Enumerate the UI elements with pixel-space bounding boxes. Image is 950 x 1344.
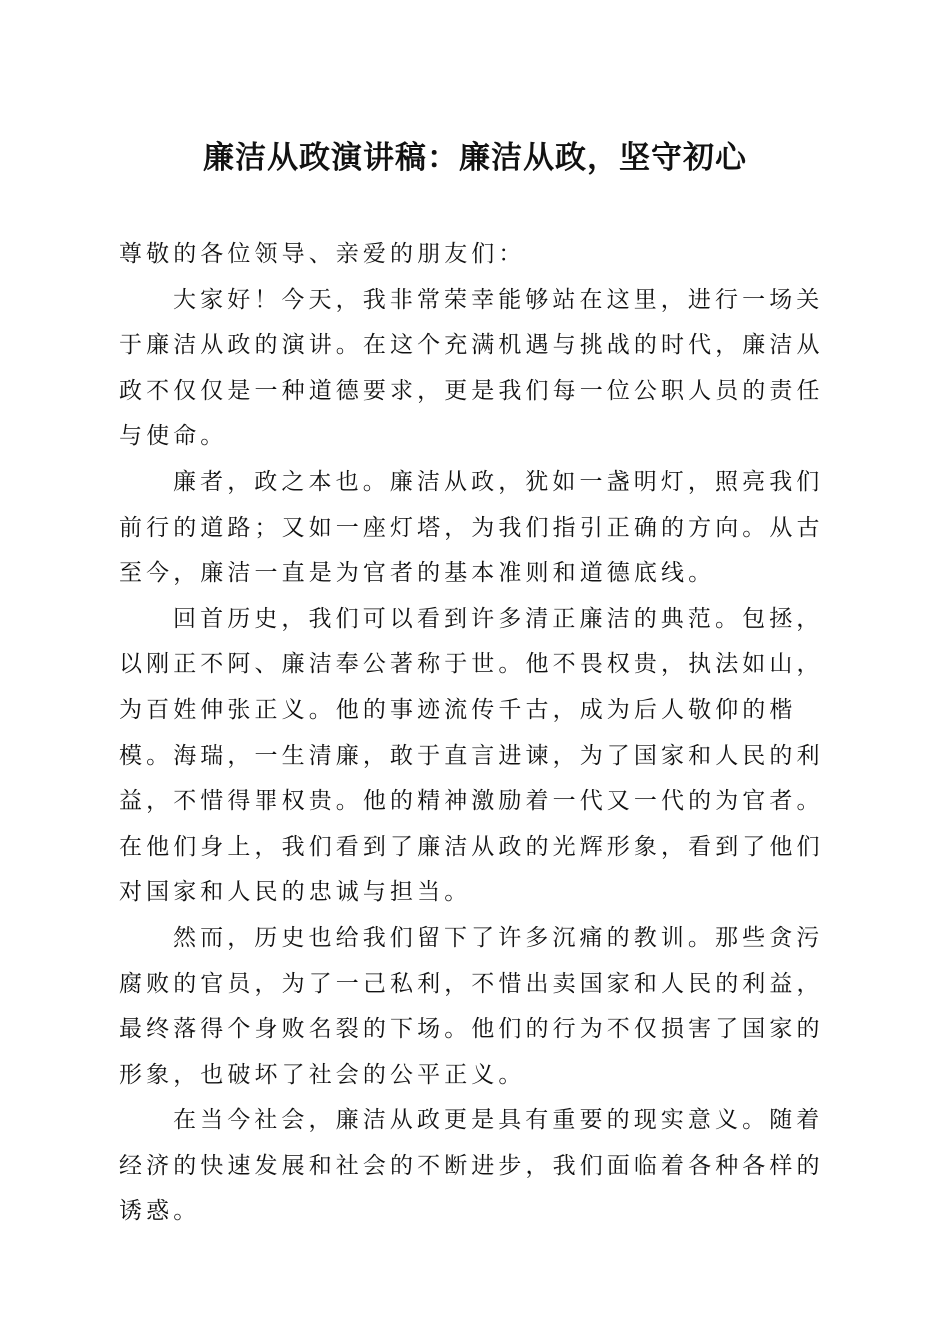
document-body — [119, 232, 831, 1235]
paragraph-3: 回首历史，我们可以看到许多清正廉洁的典范。包拯，以刚正不阿、廉洁奉公著称于世。他不畏权贵，执法如山，为百姓伸张正义。他的事迹流传千古，成为后人敬仰的楷模。海瑞，一生清廉，敢于直言进谏，为了国家和人民的利益，不惜得罪权贵。他的精神激励着一代又一代的为官者。在他们身上，我们看到了廉洁从政的光辉形象，看到了他们对国家和人民的忠诚与担当。 — [119, 605, 824, 906]
document-title: 廉洁从政演讲稿：廉洁从政，坚守初心 — [203, 140, 747, 176]
paragraph-1: 大家好！今天，我非常荣幸能够站在这里，进行一场关于廉洁从政的演讲。在这个充满机遇与挑战的时代，廉洁从政不仅仅是一种道德要求，更是我们每一位公职人员的责任与使命。 — [119, 286, 824, 450]
paragraph-4: 然而，历史也给我们留下了许多沉痛的教训。那些贪污腐败的官员，为了一己私利，不惜出卖国家和人民的利益，最终落得个身败名裂的下场。他们的行为不仅损害了国家的形象，也破坏了社会的公平正义。 — [119, 924, 824, 1088]
paragraph-2: 廉者，政之本也。廉洁从政，犹如一盏明灯，照亮我们前行的道路；又如一座灯塔，为我们指引正确的方向。从古至今，廉洁一直是为官者的基本准则和道德底线。 — [119, 468, 824, 587]
salutation: 尊敬的各位领导、亲爱的朋友们： — [119, 241, 526, 267]
paragraph-5: 在当今社会，廉洁从政更是具有重要的现实意义。随着经济的快速发展和社会的不断进步，我们面临着各种各样的诱惑。 — [119, 1107, 824, 1225]
